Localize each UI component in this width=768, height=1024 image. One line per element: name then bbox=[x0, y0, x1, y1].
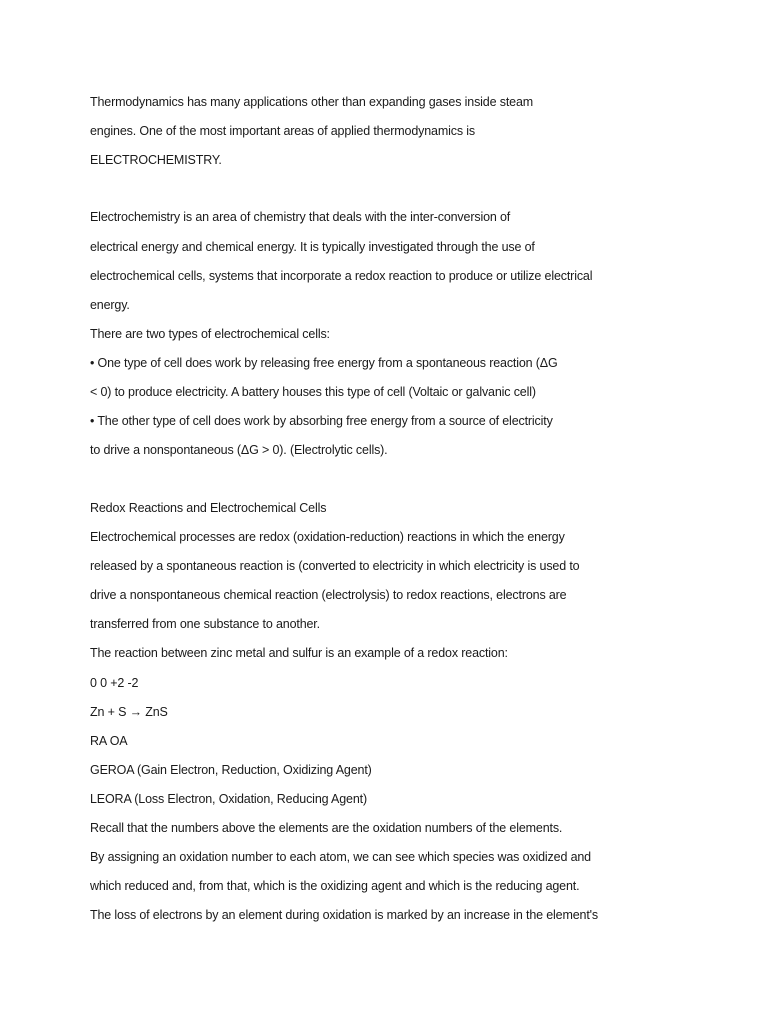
text-line: • The other type of cell does work by absorbing free energy from a source of electricity bbox=[90, 414, 553, 428]
text-line: The loss of electrons by an element during oxidation is marked by an increase in the element's bbox=[90, 908, 599, 922]
text-line: energy. bbox=[90, 298, 130, 312]
reaction-equation: Zn + S → ZnS bbox=[90, 705, 168, 719]
text-line: There are two types of electrochemical cells: bbox=[90, 327, 330, 341]
text-line: LEORA (Loss Electron, Oxidation, Reducing Agent) bbox=[90, 792, 367, 806]
text-line: electrochemical cells, systems that incorporate a redox reaction to produce or utilize electrical bbox=[90, 269, 593, 283]
section-heading: Redox Reactions and Electrochemical Cells bbox=[90, 501, 327, 515]
text-line: The reaction between zinc metal and sulfur is an example of a redox reaction: bbox=[90, 646, 508, 660]
text-line: By assigning an oxidation number to each atom, we can see which species was oxidized and bbox=[90, 850, 591, 864]
oxidation-numbers: 0 0 +2 -2 bbox=[90, 676, 139, 690]
text-line: electrical energy and chemical energy. It is typically investigated through the use of bbox=[90, 240, 535, 254]
text-line: to drive a nonspontaneous (ΔG > 0). (Electrolytic cells). bbox=[90, 443, 388, 457]
text-line: GEROA (Gain Electron, Reduction, Oxidizing Agent) bbox=[90, 763, 372, 777]
text-line: Recall that the numbers above the elements are the oxidation numbers of the elements. bbox=[90, 821, 563, 835]
text-line: released by a spontaneous reaction is (converted to electricity in which electricity is used to bbox=[90, 559, 580, 573]
text-line: Electrochemical processes are redox (oxidation-reduction) reactions in which the energy bbox=[90, 530, 565, 544]
text-line: < 0) to produce electricity. A battery houses this type of cell (Voltaic or galvanic cell) bbox=[90, 385, 536, 399]
text-line: ELECTROCHEMISTRY. bbox=[90, 153, 222, 167]
text-line: Thermodynamics has many applications other than expanding gases inside steam bbox=[90, 95, 534, 109]
agent-labels: RA OA bbox=[90, 734, 128, 748]
text-line: • One type of cell does work by releasing free energy from a spontaneous reaction (ΔG bbox=[90, 356, 558, 370]
text-line: Electrochemistry is an area of chemistry that deals with the inter-conversion of bbox=[90, 210, 511, 224]
text-line: drive a nonspontaneous chemical reaction (electrolysis) to redox reactions, electrons are bbox=[90, 588, 567, 602]
text-line: transferred from one substance to another. bbox=[90, 617, 320, 631]
text-line: engines. One of the most important areas of applied thermodynamics is bbox=[90, 124, 475, 138]
text-line: which reduced and, from that, which is the oxidizing agent and which is the reducing agent. bbox=[90, 879, 580, 893]
